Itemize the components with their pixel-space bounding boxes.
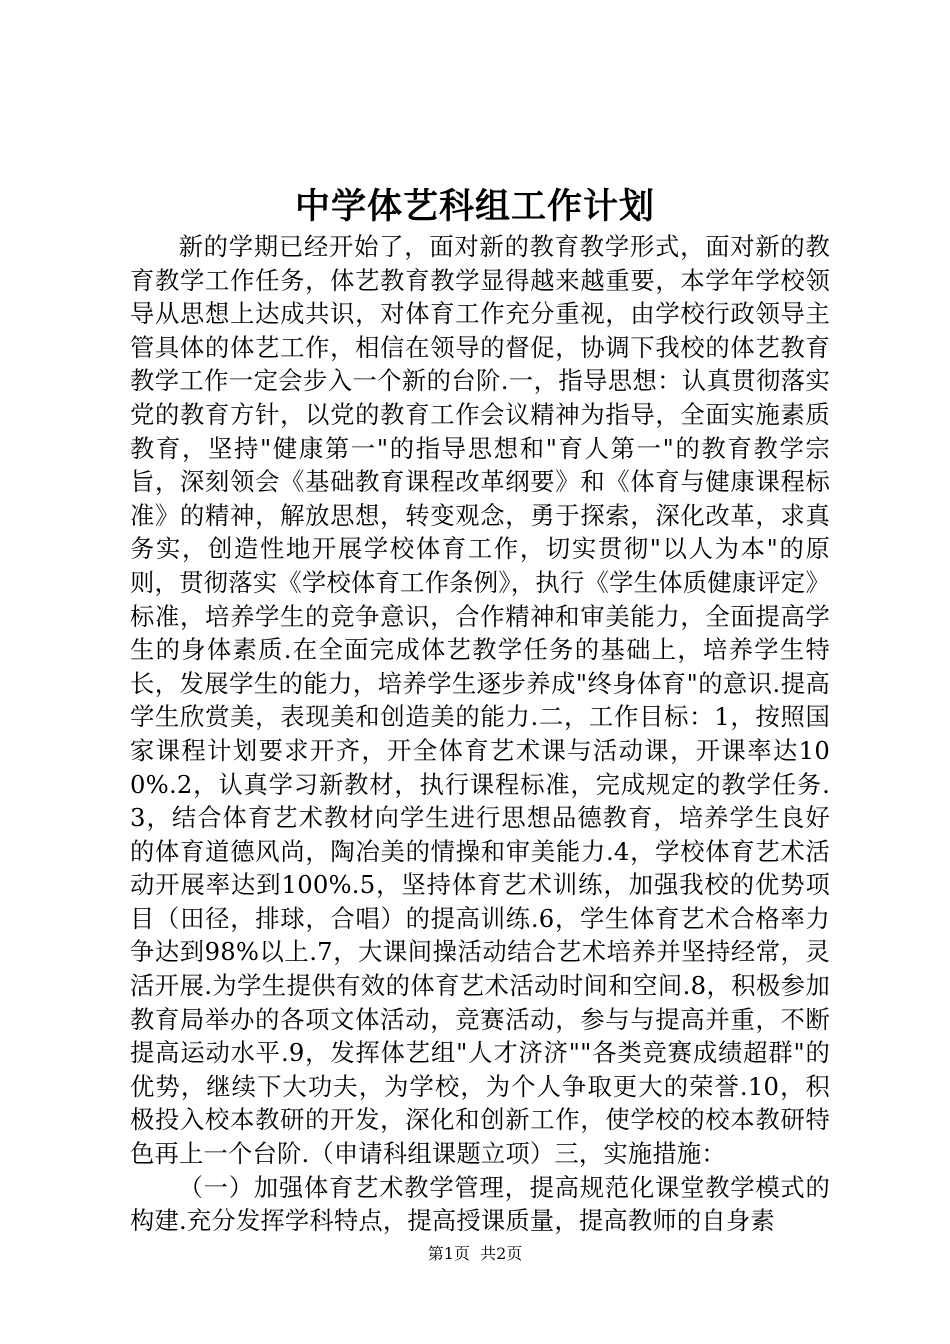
- page-total: 共2页: [480, 1244, 523, 1263]
- page-footer: [0, 1243, 950, 1265]
- document-title: 中学体艺科组工作计划: [294, 186, 655, 227]
- page-number: 第1页: [427, 1244, 470, 1263]
- document-body: [130, 230, 830, 1238]
- paragraph-measures: （一）加强体育艺术教学管理，提高规范化课堂教学模式的构建.充分发挥学科特点，提高授课质量，提高教师的自身素: [130, 1172, 830, 1236]
- paragraph-intro: 新的学期已经开始了，面对新的教育教学形式，面对新的教育教学工作任务，体艺教育教学显得越来越重要，本学年学校领导从思想上达成共识，对体育工作充分重视，由学校行政领导主管具体的体艺工作，相信在领导的督促，协调下我校的体艺教育教学工作一定会步入一个新的台阶.一，指导思想：认真贯彻落实党的教育方针，以党的教育工作会议精神为指导，全面实施素质教育，坚持"健康第一"的指导思想和"育人第一"的教育教学宗旨，深刻领会《基础教育课程改革纲要》和《体育与健康课程标准》的精神，解放思想，转变观念，勇于探索，深化改革，求真务实，创造性地开展学校体育工作，切实贯彻"以人为本"的原则，贯彻落实《学校体育工作条例》，执行《学生体质健康评定》标准，培养学生的竞争意识，合作精神和审美能力，全面提高学生的身体素质.在全面完成体艺教学任务的基础上，培养学生特长，发展学生的能力，培养学生逐步养成"终身体育"的意识.提高学生欣赏美，表现美和创造美的能力.二，工作目标：1，按照国家课程计划要求开齐，开全体育艺术课与活动课，开课率达100%.2，认真学习新教材，执行课程标准，完成规定的教学任务.3，结合体育艺术教材向学生进行思想品德教育，培养学生良好的体育道德风尚，陶冶美的情操和审美能力.4，学校体育艺术活动开展率达到100%.5，坚持体育艺术训练，加强我校的优势项目（田径，排球，合唱）的提高训练.6，学生体育艺术合格率力争达到98%以上.7，大课间操活动结合艺术培养并坚持经常，灵活开展.为学生提供有效的体育艺术活动时间和空间.8，积极参加教育局举办的各项文体活动，竞赛活动，参与与提高并重，不断提高运动水平.9，发挥体艺组"人才济济""各类竞赛成绩超群"的优势，继续下大功夫，为学校，为个人争取更大的荣誉.10，积极投入校本教研的开发，深化和创新工作，使学校的校本教研特色再上一个台阶.（申请科组课题立项）三，实施措施：: [130, 232, 830, 1169]
- footer-separator: [470, 1244, 480, 1263]
